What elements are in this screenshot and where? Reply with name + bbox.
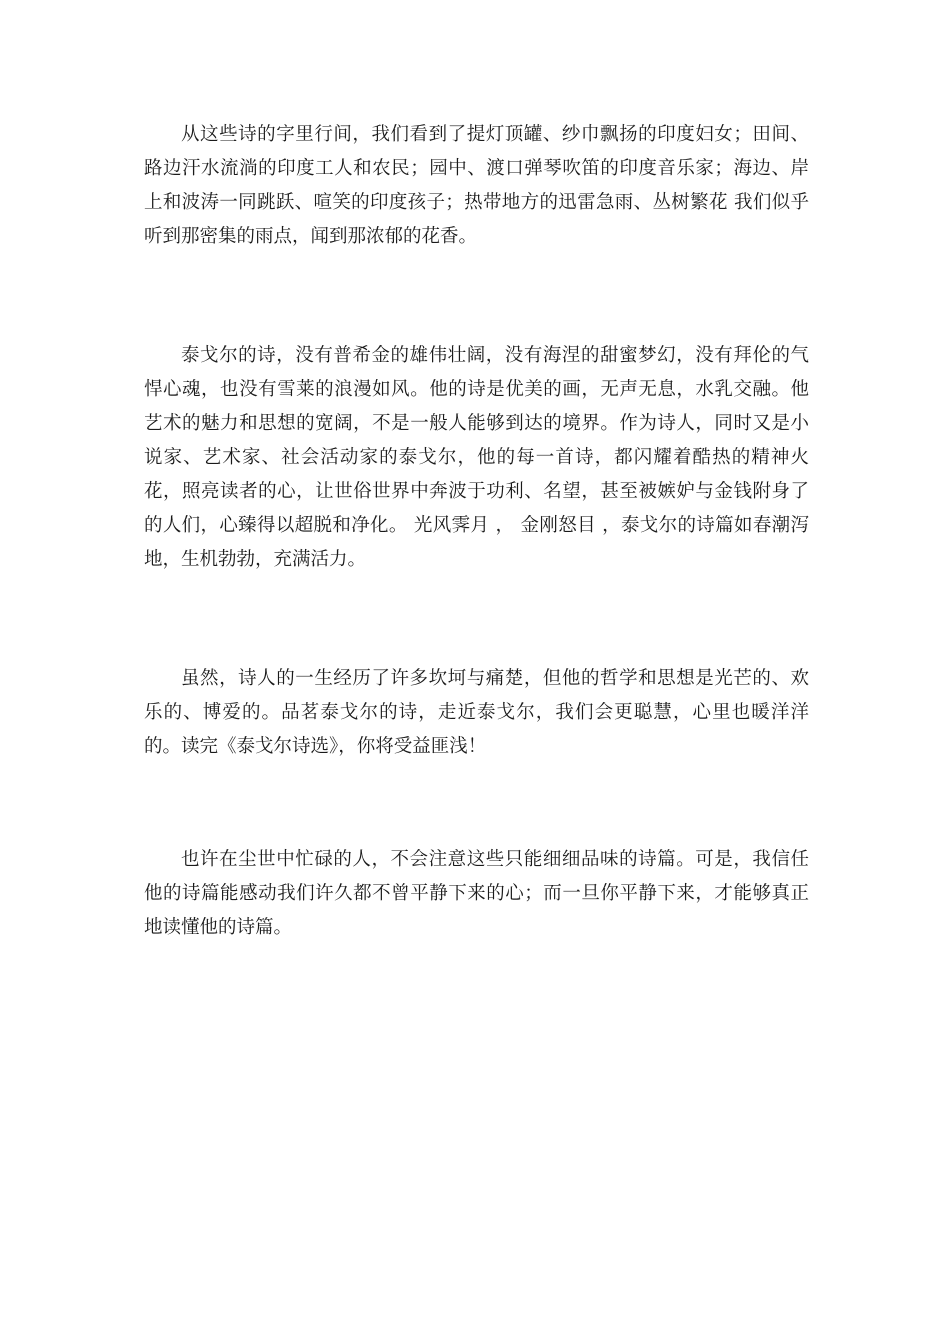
paragraph-2: 泰戈尔的诗，没有普希金的雄伟壮阔，没有海涅的甜蜜梦幻，没有拜伦的气悍心魂，也没有雪莱的浪漫如风。他的诗是优美的画，无声无息，水乳交融。他艺术的魅力和思想的宽阔，不是一般人能够到达的境界。作为诗人，同时又是小说家、艺术家、社会活动家的泰戈尔，他的每一首诗，都闪耀着酷热的精神火花，照亮读者的心，让世俗世界中奔波于功利、名望，甚至被嫉妒与金钱附身了的人们，心臻得以超脱和净化。 光风霁月 ， 金刚怒目 ，泰戈尔的诗篇如春潮泻地，生机勃勃，充满活力。 [144,345,809,570]
paragraph-1: 从这些诗的字里行间，我们看到了提灯顶罐、纱巾飘扬的印度妇女；田间、路边汗水流淌的印度工人和农民；园中、渡口弹琴吹笛的印度音乐家；海边、岸上和波涛一同跳跃、喧笑的印度孩子；热带地方的迅雷急雨、丛树繁花 我们似乎听到那密集的雨点，闻到那浓郁的花香。 [144,124,809,247]
paragraph-3: 虽然，诗人的一生经历了许多坎坷与痛楚，但他的哲学和思想是光芒的、欢乐的、博爱的。品茗泰戈尔的诗，走近泰戈尔，我们会更聪慧，心里也暖洋洋的。读完《泰戈尔诗选》，你将受益匪浅！ [144,668,809,757]
paragraph-4: 也许在尘世中忙碌的人，不会注意这些只能细细品味的诗篇。可是，我信任他的诗篇能感动我们许久都不曾平静下来的心；而一旦你平静下来，才能够真正地读懂他的诗篇。 [144,849,809,938]
